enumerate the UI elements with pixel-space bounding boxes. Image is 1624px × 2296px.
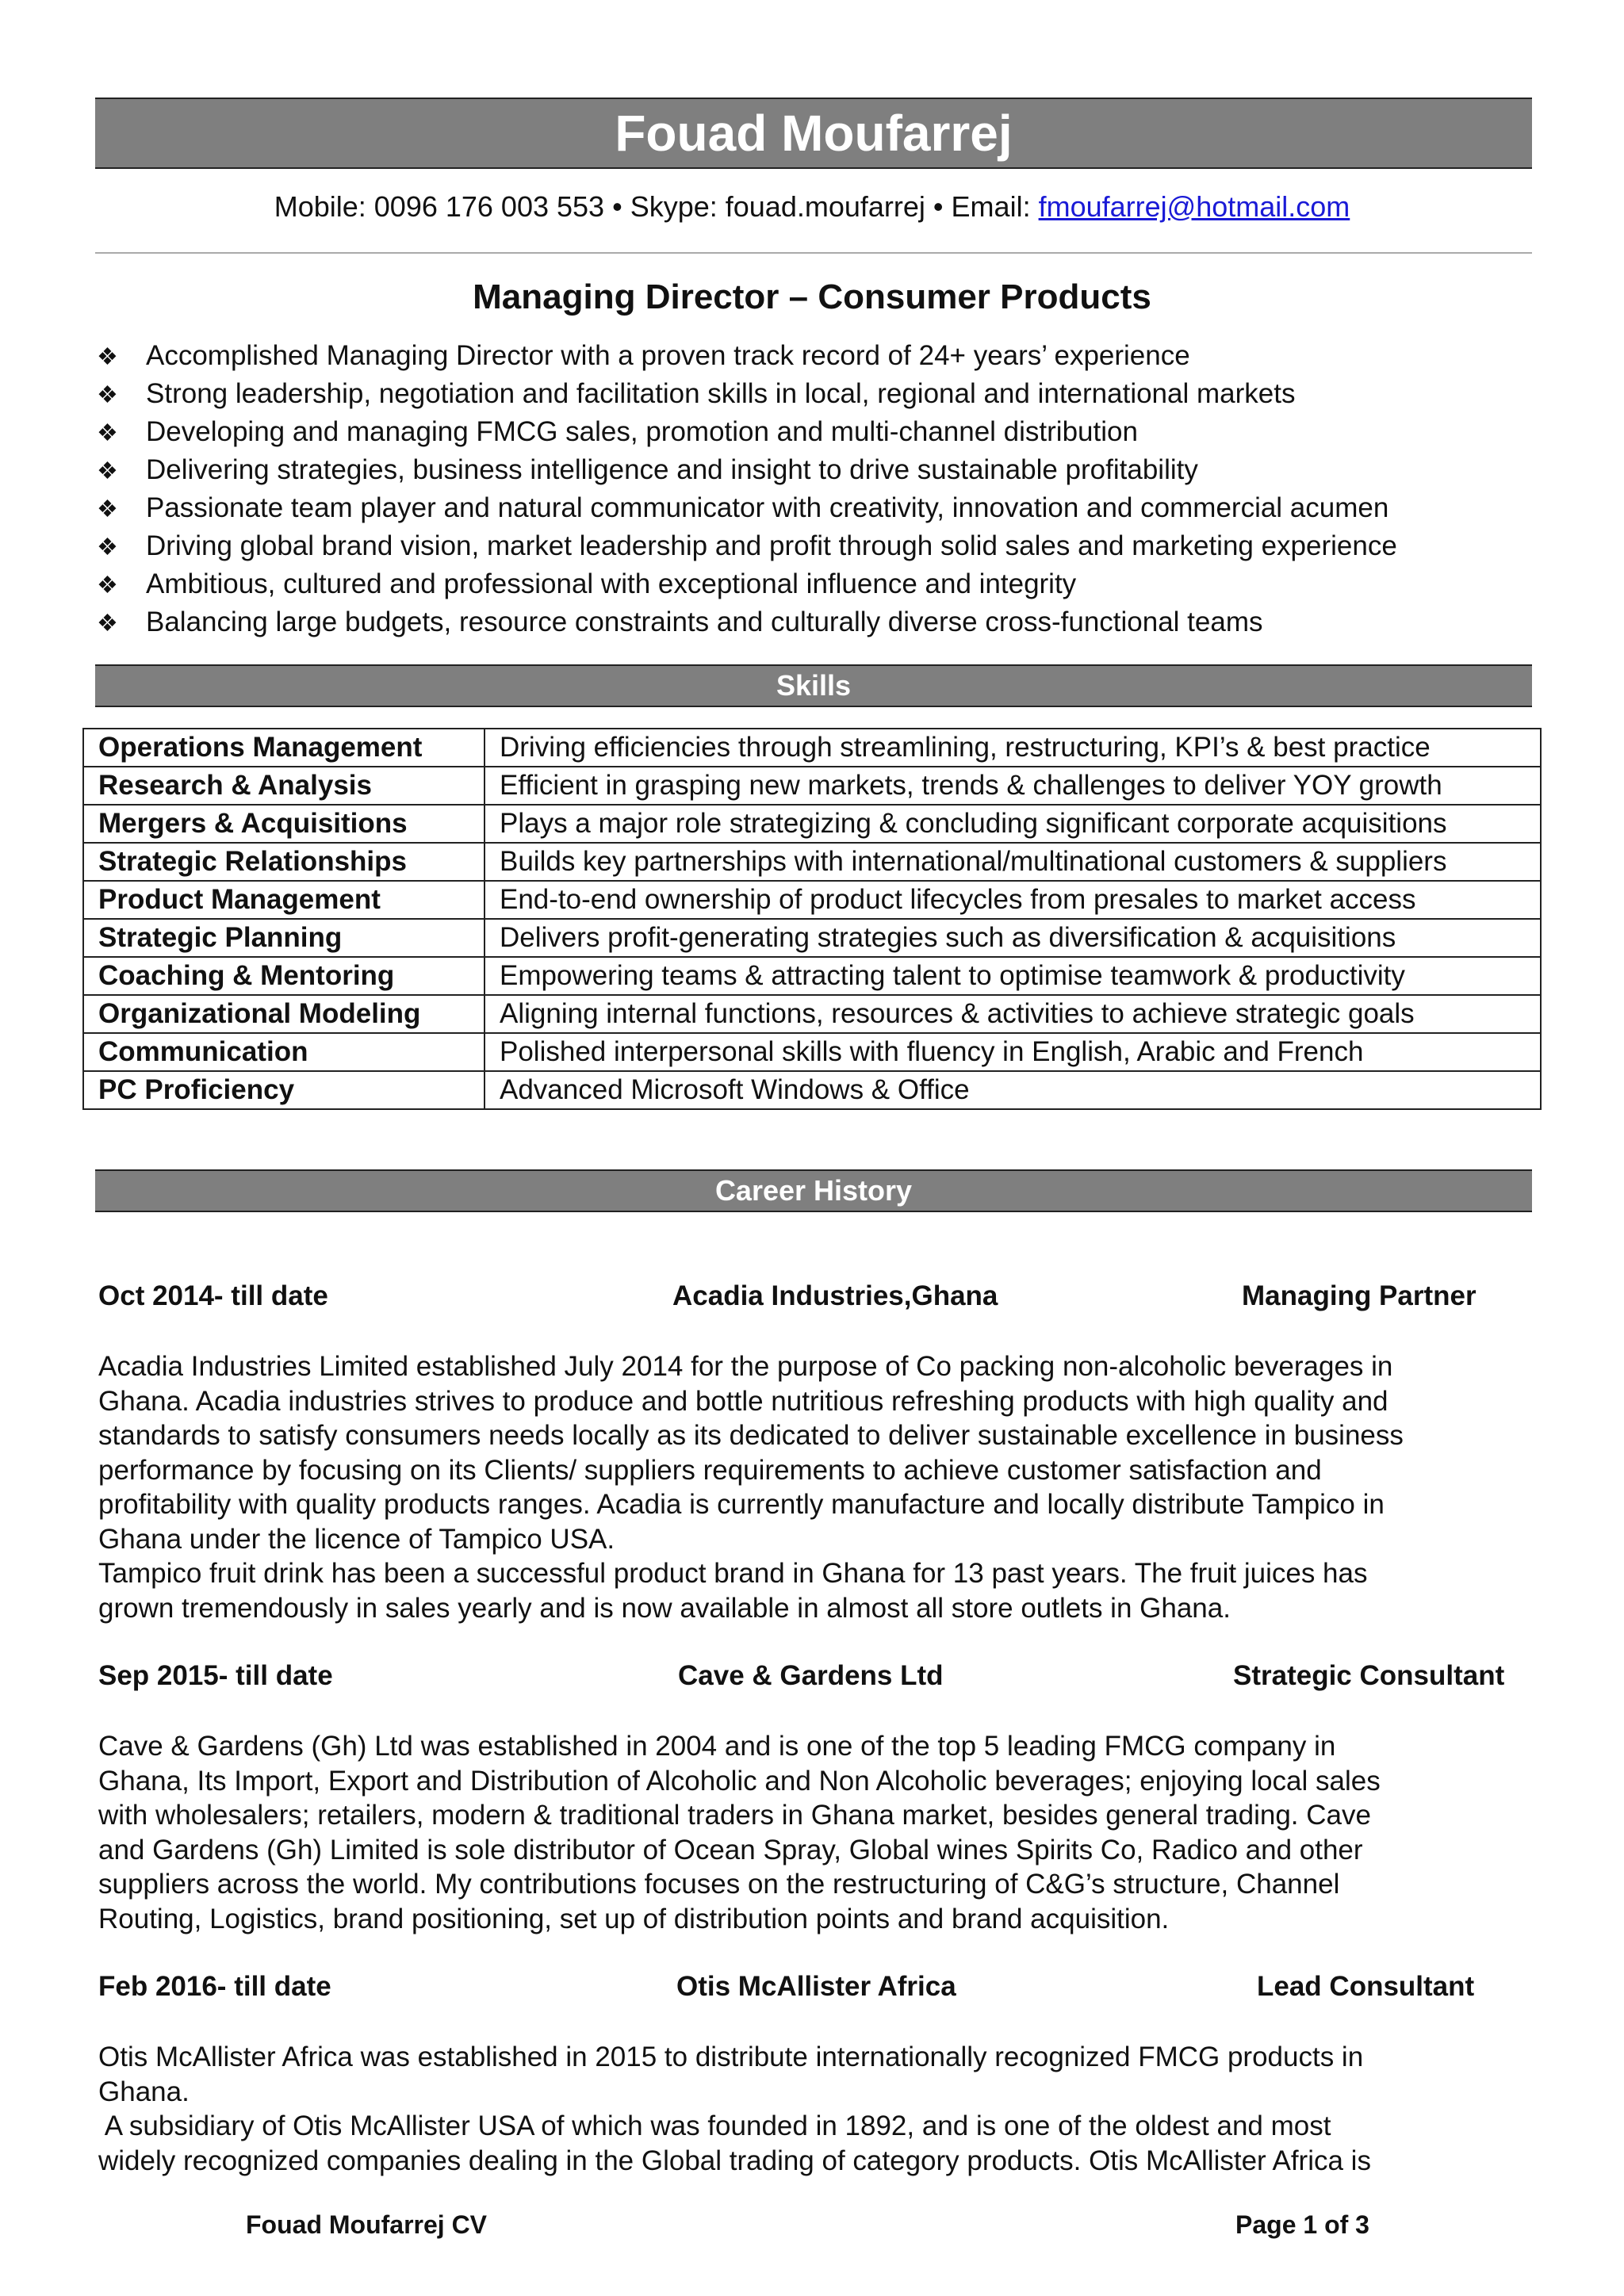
- text-line: grown tremendously in sales yearly and is now available in almost all store outlets in Ghana.: [98, 1592, 1231, 1624]
- skill-name: Research & Analysis: [83, 767, 485, 805]
- diamond-bullet-icon: ❖: [97, 382, 118, 408]
- mobile-number: Mobile: 0096 176 003 553: [274, 190, 605, 223]
- table-row: [83, 957, 1541, 995]
- skill-description: Polished interpersonal skills with fluency in English, Arabic and French: [485, 1033, 1541, 1071]
- skill-name: PC Proficiency: [83, 1071, 485, 1109]
- skill-description: Driving efficiencies through streamlining, restructuring, KPI’s & best practice: [485, 729, 1541, 767]
- text-line: profitability with quality products ranges. Acadia is currently manufacture and locally distribute Tampico in: [98, 1489, 1385, 1520]
- text-line: A subsidiary of Otis McAllister USA of which was founded in 1892, and is one of the oldest and most: [98, 2110, 1331, 2141]
- table-row: [83, 995, 1541, 1033]
- text-line: Tampico fruit drink has been a successful product brand in Ghana for 13 past years. The fruit juices has: [98, 1558, 1368, 1589]
- job-role: Strategic Consultant: [1233, 1660, 1505, 1691]
- separator-dot: •: [933, 190, 944, 223]
- job-heading: [98, 1280, 1534, 1318]
- summary-item: ❖ Developing and managing FMCG sales, promotion and multi-channel distribution: [97, 413, 1532, 451]
- text-line: Ghana.: [98, 2076, 190, 2107]
- job-heading: [98, 1660, 1534, 1698]
- diamond-bullet-icon: ❖: [97, 496, 118, 522]
- email-link[interactable]: fmoufarrej@hotmail.com: [1038, 190, 1350, 223]
- diamond-bullet-icon: ❖: [97, 534, 118, 561]
- job-company: Acadia Industries,Ghana: [672, 1280, 998, 1311]
- skill-description: Advanced Microsoft Windows & Office: [485, 1071, 1541, 1109]
- separator-dot: •: [612, 190, 622, 223]
- text-line: and Gardens (Gh) Limited is sole distributor of Ocean Spray, Global wines Spirits Co, Radico and other: [98, 1834, 1363, 1866]
- table-row: [83, 729, 1541, 767]
- summary-item: ❖ Accomplished Managing Director with a proven track record of 24+ years’ experience: [97, 337, 1532, 375]
- text-line: Routing, Logistics, brand positioning, set up of distribution points and brand acquisition.: [98, 1903, 1170, 1934]
- table-row: [83, 767, 1541, 805]
- skill-name: Product Management: [83, 881, 485, 919]
- summary-item: ❖ Delivering strategies, business intelligence and insight to drive sustainable profitability: [97, 451, 1532, 489]
- job-description: [98, 1729, 1526, 1936]
- job-role: Lead Consultant: [1257, 1971, 1475, 2002]
- table-row: [83, 881, 1541, 919]
- skill-name: Operations Management: [83, 729, 485, 767]
- job-date: Sep 2015- till date: [98, 1660, 333, 1691]
- diamond-bullet-icon: ❖: [97, 458, 118, 484]
- summary-list: [97, 337, 1532, 641]
- candidate-name: Fouad Moufarrej: [615, 105, 1013, 162]
- job-heading: [98, 1971, 1534, 2009]
- job-description: [98, 2040, 1526, 2178]
- job-company: Otis McAllister Africa: [676, 1971, 956, 2002]
- name-banner: [95, 98, 1532, 169]
- skills-section-header: [95, 664, 1532, 707]
- text-line: performance by focusing on its Clients/ suppliers requirements to achieve customer satisfaction and: [98, 1454, 1322, 1486]
- email-label: Email:: [951, 190, 1031, 223]
- skill-description: Aligning internal functions, resources & activities to achieve strategic goals: [485, 995, 1541, 1033]
- page-headline: Managing Director – Consumer Products: [473, 277, 1151, 316]
- skill-name: Strategic Planning: [83, 919, 485, 957]
- skill-description: End-to-end ownership of product lifecycles from presales to market access: [485, 881, 1541, 919]
- summary-item: ❖ Ambitious, cultured and professional with exceptional influence and integrity: [97, 565, 1532, 603]
- table-row: [83, 805, 1541, 843]
- footer-page-number: Page 1 of 3: [1235, 2210, 1369, 2239]
- diamond-bullet-icon: ❖: [97, 610, 118, 637]
- summary-item: ❖ Strong leadership, negotiation and facilitation skills in local, regional and international markets: [97, 375, 1532, 413]
- skill-name: Strategic Relationships: [83, 843, 485, 881]
- footer-document-title: Fouad Moufarrej CV: [246, 2210, 488, 2239]
- skill-name: Coaching & Mentoring: [83, 957, 485, 995]
- text-line: with wholesalers; retailers, modern & traditional traders in Ghana market, besides general trading. Cave: [98, 1800, 1371, 1831]
- skill-name: Organizational Modeling: [83, 995, 485, 1033]
- table-row: [83, 843, 1541, 881]
- table-row: [83, 1071, 1541, 1109]
- text-line: standards to satisfy consumers needs locally as its dedicated to deliver sustainable excellence in business: [98, 1420, 1404, 1451]
- diamond-bullet-icon: ❖: [97, 572, 118, 599]
- text-line: Otis McAllister Africa was established in 2015 to distribute internationally recognized FMCG products in: [98, 2042, 1364, 2072]
- text-line: Ghana. Acadia industries strives to produce and bottle nutritious refreshing products with high quality and: [98, 1385, 1388, 1417]
- skype-id: Skype: fouad.moufarrej: [630, 190, 925, 223]
- skill-name: Communication: [83, 1033, 485, 1071]
- job-date: Feb 2016- till date: [98, 1971, 331, 2002]
- career-section-header: [95, 1169, 1532, 1212]
- diamond-bullet-icon: ❖: [97, 344, 118, 370]
- text-line: Ghana, Its Import, Export and Distribution of Alcoholic and Non Alcoholic beverages; enjoying local sales: [98, 1765, 1381, 1797]
- skill-description: Plays a major role strategizing & concluding significant corporate acquisitions: [485, 805, 1541, 843]
- career-title: Career History: [714, 1174, 913, 1207]
- skill-description: Delivers profit-generating strategies such as diversification & acquisitions: [485, 919, 1541, 957]
- text-line: Ghana under the licence of Tampico USA.: [98, 1523, 615, 1555]
- text-line: Cave & Gardens (Gh) Ltd was established in 2004 and is one of the top 5 leading FMCG company in: [98, 1731, 1336, 1762]
- skills-table: [82, 728, 1542, 1110]
- contact-line: [0, 190, 1624, 224]
- diamond-bullet-icon: ❖: [97, 420, 118, 446]
- text-line: suppliers across the world. My contributions focuses on the restructuring of C&G’s structure, Channel: [98, 1869, 1340, 1900]
- job-date: Oct 2014- till date: [98, 1280, 328, 1311]
- skill-description: Empowering teams & attracting talent to optimise teamwork & productivity: [485, 957, 1541, 995]
- job-role: Managing Partner: [1242, 1280, 1477, 1311]
- skill-description: Builds key partnerships with international/multinational customers & suppliers: [485, 843, 1541, 881]
- job-description: [98, 1349, 1526, 1625]
- skills-title: Skills: [776, 669, 852, 702]
- header-divider: [95, 252, 1532, 254]
- skill-description: Efficient in grasping new markets, trends & challenges to deliver YOY growth: [485, 767, 1541, 805]
- summary-item: ❖ Balancing large budgets, resource constraints and culturally diverse cross-functional teams: [97, 603, 1532, 641]
- job-company: Cave & Gardens Ltd: [678, 1660, 944, 1691]
- text-line: Acadia Industries Limited established July 2014 for the purpose of Co packing non-alcoholic beverages in: [98, 1351, 1393, 1382]
- table-row: [83, 1033, 1541, 1071]
- table-row: [83, 919, 1541, 957]
- skill-name: Mergers & Acquisitions: [83, 805, 485, 843]
- summary-item: ❖ Driving global brand vision, market leadership and profit through solid sales and marketing experience: [97, 527, 1532, 565]
- text-line: widely recognized companies dealing in the Global trading of category products. Otis McAllister Africa is: [98, 2145, 1371, 2176]
- summary-item: ❖ Passionate team player and natural communicator with creativity, innovation and commercial acumen: [97, 489, 1532, 527]
